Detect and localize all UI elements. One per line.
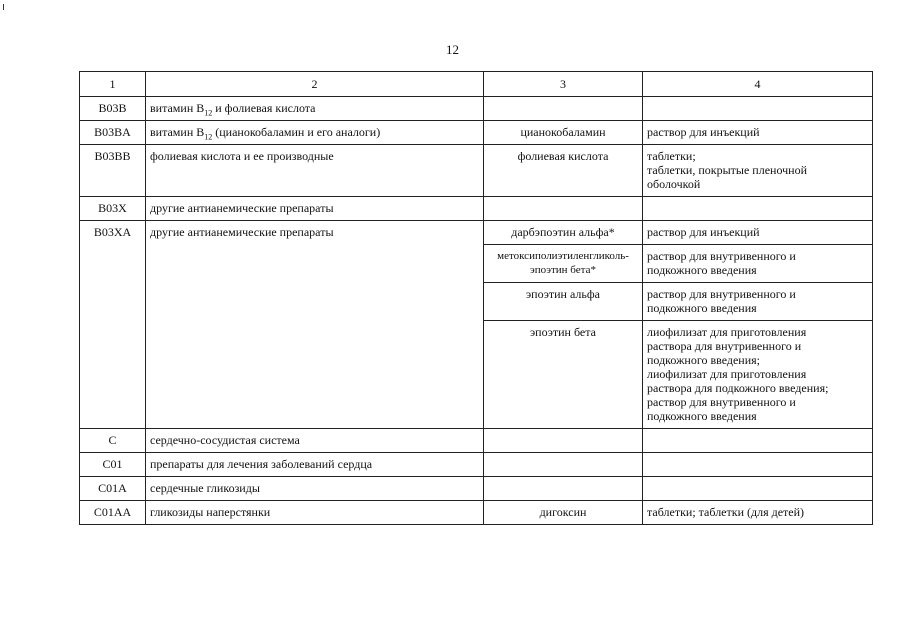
drug-name — [484, 453, 643, 477]
group-name-subscript: 12 — [204, 108, 213, 118]
atc-code: C01 — [80, 453, 146, 477]
dosage-form: таблетки; таблетки, покрытые пленочной оболочкой — [643, 145, 873, 197]
group-name: другие антианемические препараты — [146, 221, 484, 429]
dosage-form — [643, 97, 873, 121]
atc-code: C01A — [80, 477, 146, 501]
drug-table — [79, 71, 873, 525]
dosage-form — [643, 197, 873, 221]
table-row — [80, 453, 873, 477]
table-row — [80, 145, 873, 197]
header-cell-2: 2 — [146, 72, 484, 97]
dosage-form: раствор для инъекций — [643, 121, 873, 145]
drug-name: фолиевая кислота — [484, 145, 643, 197]
scan-corner-mark — [3, 4, 4, 10]
group-name: другие антианемические препараты — [146, 197, 484, 221]
group-name-part: (цианокобаламин и его аналоги) — [212, 125, 381, 139]
dosage-form — [643, 429, 873, 453]
drug-name: дигоксин — [484, 501, 643, 525]
table-row — [80, 477, 873, 501]
drug-name — [484, 477, 643, 501]
table-row — [80, 121, 873, 145]
table-row — [80, 429, 873, 453]
header-cell-1: 1 — [80, 72, 146, 97]
drug-name: цианокобаламин — [484, 121, 643, 145]
drug-name: метоксиполиэтиленгликоль- эпоэтин бета* — [484, 245, 643, 283]
dosage-form — [643, 453, 873, 477]
group-name — [146, 121, 484, 145]
atc-code: C01AA — [80, 501, 146, 525]
atc-code: B03BA — [80, 121, 146, 145]
dosage-form — [643, 477, 873, 501]
group-name: фолиевая кислота и ее производные — [146, 145, 484, 197]
atc-code: B03BB — [80, 145, 146, 197]
dosage-form: раствор для инъекций — [643, 221, 873, 245]
table-row — [80, 501, 873, 525]
header-cell-4: 4 — [643, 72, 873, 97]
table-row — [80, 221, 873, 245]
dosage-form: лиофилизат для приготовления раствора для внутривенного и подкожного введения; лиофилизат для приготовления раствора для подкожного введения; раствор для внутривенного и подкожного введения — [643, 321, 873, 429]
atc-code: B03B — [80, 97, 146, 121]
group-name — [146, 97, 484, 121]
group-name-part: витамин B — [150, 101, 205, 115]
group-name: гликозиды наперстянки — [146, 501, 484, 525]
drug-name: дарбэпоэтин альфа* — [484, 221, 643, 245]
group-name-subscript: 12 — [204, 132, 213, 142]
drug-name — [484, 429, 643, 453]
atc-code: B03XA — [80, 221, 146, 429]
table-header-row — [80, 72, 873, 97]
group-name-part: витамин B — [150, 125, 205, 139]
drug-name — [484, 97, 643, 121]
atc-code: B03X — [80, 197, 146, 221]
drug-name: эпоэтин альфа — [484, 283, 643, 321]
group-name: препараты для лечения заболеваний сердца — [146, 453, 484, 477]
table-row — [80, 97, 873, 121]
drug-name — [484, 197, 643, 221]
atc-code: C — [80, 429, 146, 453]
dosage-form: раствор для внутривенного и подкожного введения — [643, 283, 873, 321]
page-number: 12 — [446, 42, 459, 57]
group-name: сердечные гликозиды — [146, 477, 484, 501]
drug-name: эпоэтин бета — [484, 321, 643, 429]
dosage-form: раствор для внутривенного и подкожного введения — [643, 245, 873, 283]
header-cell-3: 3 — [484, 72, 643, 97]
table-row — [80, 197, 873, 221]
group-name: сердечно-сосудистая система — [146, 429, 484, 453]
dosage-form: таблетки; таблетки (для детей) — [643, 501, 873, 525]
group-name-part: и фолиевая кислота — [212, 101, 316, 115]
